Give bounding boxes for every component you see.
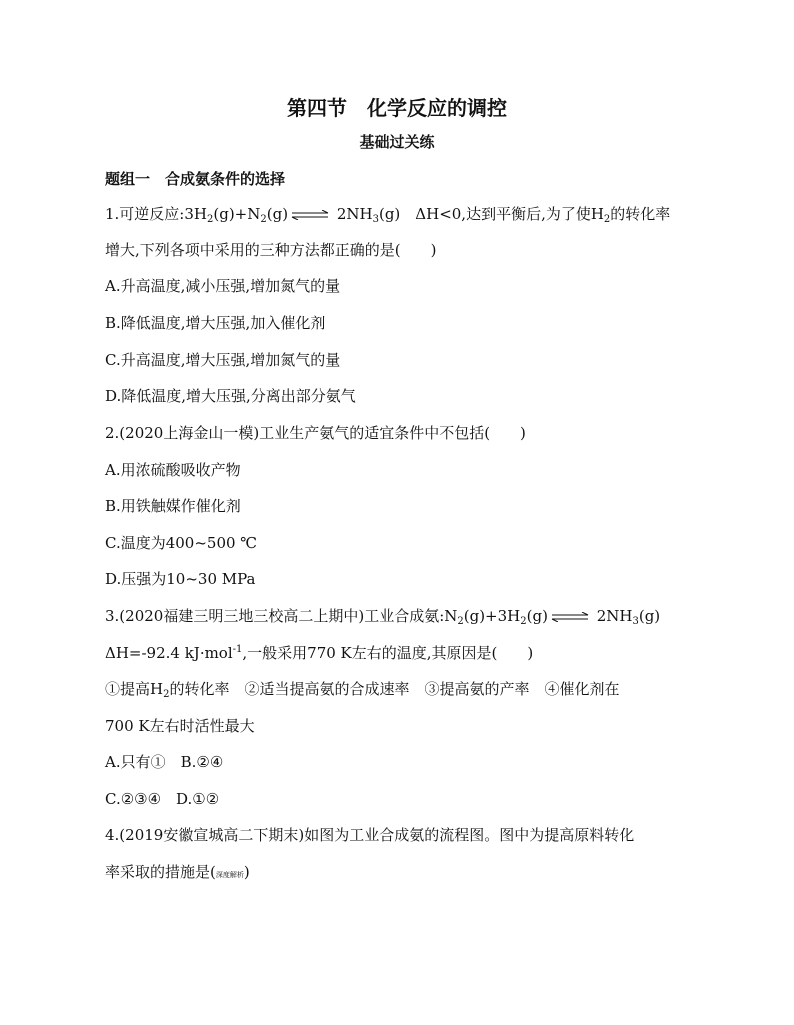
q3-stem-line4: 700 K左右时活性最大 [105,717,255,735]
section-title: 第四节 化学反应的调控 [287,96,507,120]
equilibrium-arrow-icon [290,210,330,220]
q3-stem-line3: ①提高$H_2$的转化率 ②适当提高氨的合成速率 ③提高氨的产率 ④催化剂在 [105,680,620,700]
section-subtitle: 基础过关练 [359,133,435,151]
equilibrium-arrow-icon [550,612,590,622]
q3-options-ab: A.只有① B.②④ [105,753,224,771]
q4-stem-line1: 4.(2019安徽宣城高二下期末)如图为工业合成氨的流程图。图中为提高原料转化 [105,826,635,844]
q2-stem: 2.(2020上海金山一模)工业生产氨气的适宜条件中不包括( ) [105,424,526,442]
q1-option-c: C.升高温度,增大压强,增加氮气的量 [105,351,341,369]
q1-option-d: D.降低温度,增大压强,分离出部分氨气 [105,387,356,405]
q2-option-c: C.温度为400~500 ℃ [105,534,258,552]
q4-stem-line2: 率采取的措施是(深度解析) [105,863,250,881]
q2-option-b: B.用铁触媒作催化剂 [105,497,241,515]
q1-stem-line2: 增大,下列各项中采用的三种方法都正确的是( ) [105,241,437,259]
q3-stem-line2: ΔH=-92.4 kJ·mol$^{-1}$,一般采用770 K左右的温度,其原因是( ) [105,644,534,662]
q2-option-a: A.用浓硫酸吸收产物 [105,461,241,479]
q1-option-a: A.升高温度,减小压强,增加氮气的量 [105,277,341,295]
deep-analysis-tag: 深度解析 [215,871,244,879]
q3-options-cd: C.②③④ D.①② [105,790,220,808]
q1-option-b: B.降低温度,增大压强,加入催化剂 [105,314,326,332]
q1-stem-line1: 1.可逆反应$:3H_2(g)+N_2(g)$ $2NH_3(g)$ ΔH<0,达到平衡后,为了使$H_2$的转化率 [105,205,671,225]
q2-option-d: D.压强为10~30 MPa [105,570,256,588]
group-heading: 题组一 合成氨条件的选择 [105,170,286,188]
q3-stem-line1: 3.(2020福建三明三地三校高二上期中)工业合成氨$:N_2(g)+3H_2(g)$ $2NH_3(g)$ [105,607,661,627]
